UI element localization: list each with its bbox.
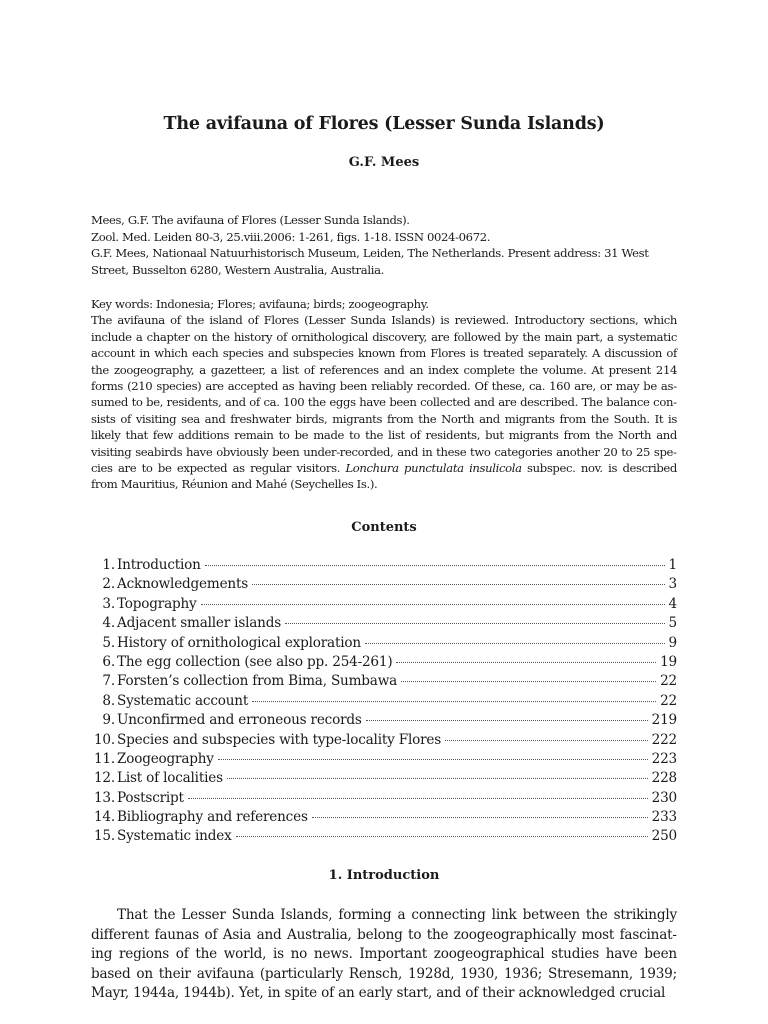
toc-title: Introduction [117,557,201,573]
toc-page-number: 233 [651,809,677,826]
toc-entry [91,732,677,751]
toc-entry [91,809,677,828]
toc-title: Systematic index [117,828,232,845]
citation-block [91,212,677,278]
toc-number: 13. [93,789,115,806]
toc-entry [91,673,677,692]
toc-entry [91,576,677,595]
toc-page-number: 250 [651,828,677,845]
toc-leader-dots [252,584,665,585]
toc-leader-dots [366,720,648,721]
toc-page-number: 3 [668,576,677,593]
toc-number: 12. [93,770,115,787]
toc-entry [91,557,677,576]
section-heading: 1. Introduction [328,868,440,883]
toc-page-number: 219 [651,712,677,729]
toc-number: 6. [102,653,115,670]
abstract-text [91,312,677,492]
toc-title: History of ornithological exploration [117,634,361,651]
toc-title: Zoogeography [117,750,214,767]
toc-leader-dots [285,623,665,624]
toc-number: 5. [102,634,115,651]
toc-page-number: 228 [651,770,677,787]
toc-number: 14. [93,809,115,826]
toc-page-number: 230 [651,789,677,806]
abstract-text-part: subspec. nov. is described from Mauritius, Réunion and Mahé (Seychelles Is.). [91,461,677,492]
citation-line: Mees, G.F. The avifauna of Flores (Lesser Sunda Islands). [91,213,410,227]
toc-title: Systematic account [117,692,249,709]
table-of-contents [91,557,677,848]
toc-entry [91,596,677,615]
toc-title: Acknowledgements [117,576,249,593]
toc-leader-dots [188,798,648,799]
toc-entry [91,828,677,847]
abstract-text-part: The avifauna of the island of Flores (Lesser Sunda Islands) is reviewed. Introductory sections, which include a chapter on the history of ornithological discovery, are followed by the main part, a systematic account in which each species and subspecies known from Flores is treated separately. A discussion of the zoogeography, a gazetteer, a list of references and an index complete the volume. At present 214 forms (210 species) are accepted as having been reliably recorded. Of these, ca. 160 are, or may be assumed to be, residents, and of ca. 100 the eggs have been collected and are described. The balance consists of visiting sea and freshwater birds, migrants from the North and migrants from the South. It is likely that few additions remain to be made to the list of residents, but migrants from the North and visiting seabirds have obviously been under-recorded, and in these two categories another 20 to 25 species are to be expected as regular visitors. [91,313,677,476]
toc-title: List of localities [117,770,223,787]
toc-entry [91,751,677,770]
keywords: Key words: Indonesia; Flores; avifauna; birds; zoogeography. [91,297,429,311]
toc-leader-dots [227,778,648,779]
toc-entry [91,790,677,809]
toc-entry [91,654,677,673]
toc-number: 1. [102,557,115,573]
toc-title: Bibliography and references [117,809,308,826]
toc-number: 9. [102,712,115,729]
contents-heading: Contents [351,520,417,535]
toc-entry [91,635,677,654]
toc-number: 15. [93,828,115,845]
toc-title: Unconfirmed and erroneous records [117,712,362,729]
toc-page-number: 9 [668,634,677,651]
toc-leader-dots [445,740,648,741]
intro-paragraph: That the Lesser Sunda Islands, forming a connecting link between the strikingly different faunas of Asia and Australia, belong to the zoogeographically most fascinating regions of the world, is no news. Important zoogeographical studies have been based on their avifauna (particularly Rensch, 1928d, 1930, 1936; Stresemann, 1939; Mayr, 1944a, 1944b). Yet, in spite of an early start, and of their acknowledged crucial [91,907,677,1002]
toc-leader-dots [365,643,665,644]
author-name: G.F. Mees [348,155,420,170]
toc-entry [91,615,677,634]
toc-title: Topography [117,595,197,612]
toc-page-number: 222 [651,731,677,748]
toc-title: The egg collection (see also pp. 254-261) [117,653,393,670]
toc-number: 7. [102,673,115,690]
toc-page-number: 22 [660,692,677,709]
toc-number: 8. [102,692,115,709]
toc-page-number: 22 [660,673,677,690]
taxon-name-italic: Lonchura punctulata insulicola [345,461,522,476]
toc-entry [91,770,677,789]
toc-leader-dots [401,681,656,682]
toc-number: 2. [102,576,115,593]
toc-title: Forsten’s collection from Bima, Sumbawa [117,673,398,690]
toc-leader-dots [201,604,665,605]
toc-title: Species and subspecies with type-locality Flores [117,731,441,748]
toc-title: Adjacent smaller islands [117,615,281,632]
citation-line: G.F. Mees, Nationaal Natuurhistorisch Museum, Leiden, The Netherlands. Present address: 31 West [91,246,649,261]
toc-leader-dots [218,759,648,760]
toc-page-number: 4 [668,595,677,612]
toc-leader-dots [205,565,665,566]
toc-leader-dots [396,662,656,663]
toc-title: Postscript [117,789,184,806]
article-title: The avifauna of Flores (Lesser Sunda Islands) [163,114,605,134]
toc-page-number: 223 [651,750,677,767]
toc-page-number: 19 [660,653,677,670]
citation-line: Street, Busselton 6280, Western Australia, Australia. [91,262,384,277]
toc-leader-dots [312,817,648,818]
toc-page-number: 5 [668,615,677,632]
toc-page-number: 1 [668,557,677,573]
toc-number: 3. [102,595,115,612]
toc-leader-dots [236,836,648,837]
toc-number: 10. [93,731,115,748]
toc-leader-dots [252,701,656,702]
abstract-block [91,296,677,493]
toc-entry [91,712,677,731]
toc-entry [91,693,677,712]
toc-number: 4. [102,615,115,632]
citation-line: Zool. Med. Leiden 80-3, 25.viii.2006: 1-261, figs. 1-18. ISSN 0024-0672. [91,229,491,244]
toc-number: 11. [93,750,115,767]
